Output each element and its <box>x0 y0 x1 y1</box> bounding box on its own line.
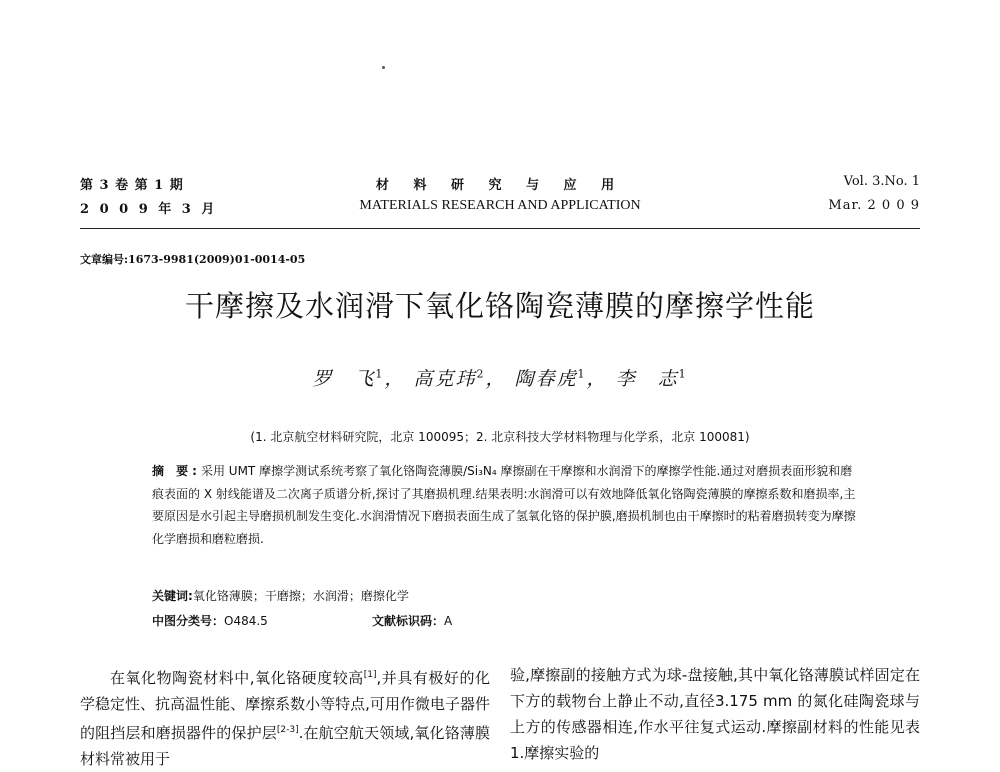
volume-number-en: Vol. 3.No. 1 <box>843 174 920 189</box>
body-text: ,并具有极好的化学稳定性、抗高温性能、摩擦系数小等特点,可用作微电子器件的阻挡层和磨损器件的保护层 <box>80 669 490 742</box>
citation-ref: [2-3] <box>276 725 299 735</box>
journal-name-cn: 材 料 研 究 与 应 用 <box>375 178 625 193</box>
paper-title: 干摩擦及水润滑下氧化铬陶瓷薄膜的摩擦学性能 <box>184 289 815 323</box>
body-column-left <box>80 662 490 772</box>
body-text: .在航空航天领域,氧化铬薄膜材料常被用于 <box>80 724 490 768</box>
author-name: 罗 飞 <box>312 368 376 390</box>
author-affiliation-mark: 1 <box>678 367 688 381</box>
document-code <box>372 612 452 629</box>
author-name: 高克玮 <box>413 368 477 390</box>
affiliations: (1. 北京航空材料研究院，北京 100095；2. 北京科技大学材料物理与化学系，北京 100081) <box>250 430 750 444</box>
keywords <box>152 587 409 604</box>
author-separator: ， <box>586 368 608 390</box>
publication-date-cn: 2 0 0 9 年 3 月 <box>80 202 218 217</box>
author-separator: ， <box>384 368 406 390</box>
doc-code-label: 文献标识码： <box>372 614 445 628</box>
clc-label: 中图分类号： <box>152 614 225 628</box>
clc-number <box>152 612 268 629</box>
body-text: 在氧化物陶瓷材料中,氧化铬硬度较高 <box>110 669 364 687</box>
scan-dot <box>382 66 385 69</box>
abstract-text: 采用 UMT 摩擦学测试系统考察了氧化铬陶瓷薄膜/Si₃N₄ 摩擦副在干摩擦和水润滑下的摩擦学性能.通过对磨损表面形貌和磨痕表面的 X 射线能谱及二次离子质谱分析,探讨了其磨损机理.结果表明:水润滑可以有效地降低氧化铬陶瓷薄膜的摩擦系数和磨损率,主要原因是水引起主导磨损机制发生变化.水润滑情况下磨损表面生成了氢氧化铬的保护膜,磨损机制也由干摩擦时的粘着磨损转变为摩擦化学磨损和磨粒磨损. <box>152 464 856 546</box>
author-affiliation-mark: 2 <box>476 367 486 381</box>
author-affiliation-mark: 1 <box>577 367 587 381</box>
publication-date-en: Mar. 2 0 0 9 <box>828 198 920 213</box>
volume-issue: 第 3 卷 第 1 期 <box>80 178 184 193</box>
keywords-text: 氧化铬薄膜；干磨擦；水润滑；磨擦化学 <box>192 589 409 603</box>
author-name: 李 志 <box>615 368 679 390</box>
author-affiliation-mark: 1 <box>375 367 385 381</box>
journal-name-en: MATERIALS RESEARCH AND APPLICATION <box>359 198 641 213</box>
body-column-right: 验,摩擦副的接触方式为球-盘接触,其中氧化铬薄膜试样固定在下方的载物台上静止不动,直径3.175 mm 的氮化硅陶瓷球与上方的传感器相连,作水平往复式运动.摩擦副材料的性能见表 1.摩擦实验的 <box>510 666 920 762</box>
citation-ref: [1] <box>363 670 377 680</box>
doc-code-value: A <box>444 614 453 628</box>
abstract-label: 摘 要: <box>152 464 201 478</box>
header-rule <box>80 228 920 229</box>
author-name: 陶春虎 <box>514 368 578 390</box>
clc-value: O484.5 <box>224 614 268 628</box>
abstract <box>152 460 857 550</box>
author-list <box>0 364 1000 391</box>
article-number: 文章编号:1673-9981(2009)01-0014-05 <box>80 253 306 266</box>
author-separator: ， <box>485 368 507 390</box>
keywords-label: 关键词: <box>152 589 193 603</box>
